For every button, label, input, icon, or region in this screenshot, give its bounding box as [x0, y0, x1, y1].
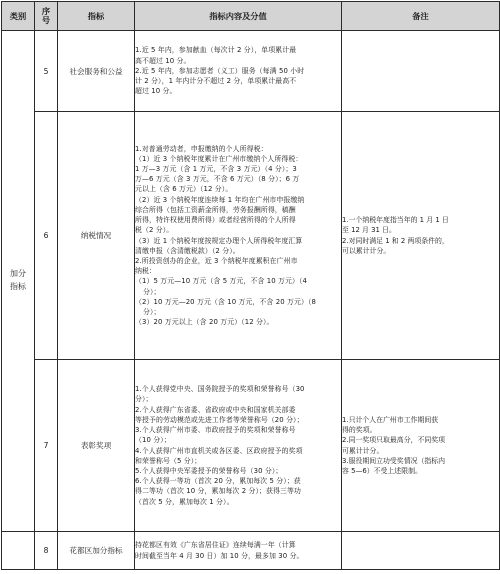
indicator-cell: [58, 532, 135, 570]
remark-line: 2.对同时满足 1 和 2 两项条件的，: [342, 236, 449, 245]
remarks-cell: [342, 532, 500, 570]
indicator-cell: [58, 360, 135, 532]
remark-line: 1.只计个人在广州市工作期间获: [342, 415, 439, 424]
remark-line: 3.服役期间立功受奖情况（指标内: [342, 456, 446, 465]
content-line: 所得，特许权使用费所得）或者经营所得的个人所得: [135, 216, 296, 225]
content-line: 1 万—3 万元（含 1 万元，不含 3 万元）（4 分）；3: [135, 164, 297, 173]
content-line: 3.个人获得广州市委、市政府授予的奖项和荣誉称号: [135, 426, 296, 435]
content-line: （1）5 万元—10 万元（含 5 万元，不含 10 万元）（4: [135, 277, 307, 286]
content-line: 和荣誉称号（5 分）；: [135, 456, 202, 465]
content-line: （3）近 1 个纳税年度按规定办理个人所得税年度汇算: [135, 236, 303, 245]
remarks-cell: [342, 360, 500, 532]
header-number-text: 序号: [41, 6, 51, 25]
content-line: （2）近 3 个纳税年度连续每 1 年均在广州市申报缴纳: [135, 195, 305, 204]
points-table: [1, 1, 500, 570]
header-remarks: 备注: [342, 2, 500, 31]
content-cell: [135, 532, 342, 570]
header-category: 类别: [2, 2, 35, 31]
remarks-cell: [342, 31, 500, 112]
remark-line: 2.同一奖项只取最高分，不同奖项: [342, 436, 446, 445]
indicator-name: 表彰奖项: [80, 441, 112, 450]
content-line: 综合所得（包括工资薪金所得，劳务报酬所得，稿酬: [135, 205, 296, 214]
content-line: 计 2 分），1 年内计分不超过 2 分，单项累计最高不: [135, 77, 297, 86]
table-row: [2, 532, 500, 570]
indicator-cell: [58, 31, 135, 112]
header-indicator: 指标: [58, 2, 135, 31]
indicator-name: 花都区加分指标: [69, 546, 123, 555]
content-line: 分）；: [143, 287, 161, 296]
table-header-row: [2, 2, 500, 31]
content-line: （3）20 万元以上（含 20 万元）（12 分）。: [135, 318, 274, 327]
content-line: 税（2 分）。: [135, 226, 174, 235]
content-line: 得二等功（首次 10 分，累加每次 2 分）；获得三等功: [135, 487, 301, 496]
table-row: [2, 112, 500, 360]
remark-line: 1.一个纳税年度指当年的 1 月 1 日: [342, 216, 449, 225]
content-line: 2.个人获得广东省委、省政府或中央和国家机关部委: [135, 405, 296, 414]
content-line: 分）；: [143, 308, 161, 317]
header-content: 指标内容及分值: [135, 2, 342, 31]
content-line: 万—6 万元（含 3 万元，不含 6 万元）（8 分）；6 万: [135, 175, 300, 184]
content-line: （首次 5 分，累加每次 1 分）。: [135, 497, 234, 506]
content-cell: [135, 112, 342, 360]
indicator-name: 社会服务和公益: [69, 66, 123, 76]
content-line: （1）近 3 个纳税年度累计在广州市缴纳个人所得税：: [135, 154, 303, 163]
content-line: 1.近 5 年内，参加献血（每次计 2 分），单项累计最: [135, 46, 297, 55]
content-line: 超过 10 分。: [135, 87, 177, 96]
content-line: 分）；: [135, 395, 153, 404]
content-cell: [135, 31, 342, 112]
table-row: [2, 360, 500, 532]
content-line: 持花都区有效《广东省居住证》连续每满一年（计算: [135, 541, 296, 550]
remark-line: 可累计计分。: [342, 446, 384, 455]
row-number: 5: [35, 31, 58, 112]
content-line: 元以上（含 6 万元）（12 分）。: [135, 185, 233, 194]
row-number: 8: [35, 532, 58, 570]
content-line: 清缴申报（含清缴税款）（2 分）。: [135, 246, 240, 255]
content-line: （2）10 万元—20 万元（含 10 万元，不含 20 万元）（8: [135, 297, 316, 306]
remarks-cell: [342, 112, 500, 360]
indicator-name: 纳税情况: [80, 231, 112, 240]
content-line: 1.对普通劳动者，申报缴纳的个人所得税：: [135, 144, 268, 153]
content-line: 5.个人获得中央军委授予的荣誉称号（30 分）；: [135, 466, 283, 475]
remark-line: 可以累计计分。: [342, 246, 391, 255]
category-cell-empty: [2, 532, 35, 570]
content-cell: [135, 360, 342, 532]
content-line: 2.近 5 年内，参加志愿者（义工）服务（每满 50 小时: [135, 66, 305, 75]
remark-line: 至 12 月 31 日。: [342, 226, 396, 235]
content-line: 高不超过 10 分。: [135, 56, 191, 65]
content-line: 6.个人获得一等功（首次 20 分，累加每次 5 分）；获: [135, 477, 301, 486]
content-line: 时间截至当年 4 月 30 日）加 10 分，最多加 30 分。: [135, 551, 304, 560]
category-label: 加分指标: [10, 269, 26, 291]
content-line: 1.个人获得党中央、国务院授予的奖项和荣誉称号（30: [135, 385, 305, 394]
remark-line: 容 5—6）不受上述限制。: [342, 466, 422, 475]
category-cell: [2, 31, 35, 532]
content-line: 纳税：: [135, 267, 156, 276]
row-number: 7: [35, 360, 58, 532]
content-line: 等授予的劳动模范或先进工作者等荣誉称号（20 分）；: [135, 415, 304, 424]
content-line: 4.个人获得广州市直机关或各区委、区政府授予的奖项: [135, 446, 303, 455]
remark-line: 得的奖项。: [342, 426, 377, 435]
header-number: [35, 2, 58, 31]
table-row: [2, 31, 500, 112]
content-line: （10 分）；: [135, 436, 171, 445]
content-line: 2.所投资创办的企业，近 3 个纳税年度累积在广州市: [135, 256, 298, 265]
row-number: 6: [35, 112, 58, 360]
indicator-cell: [58, 112, 135, 360]
